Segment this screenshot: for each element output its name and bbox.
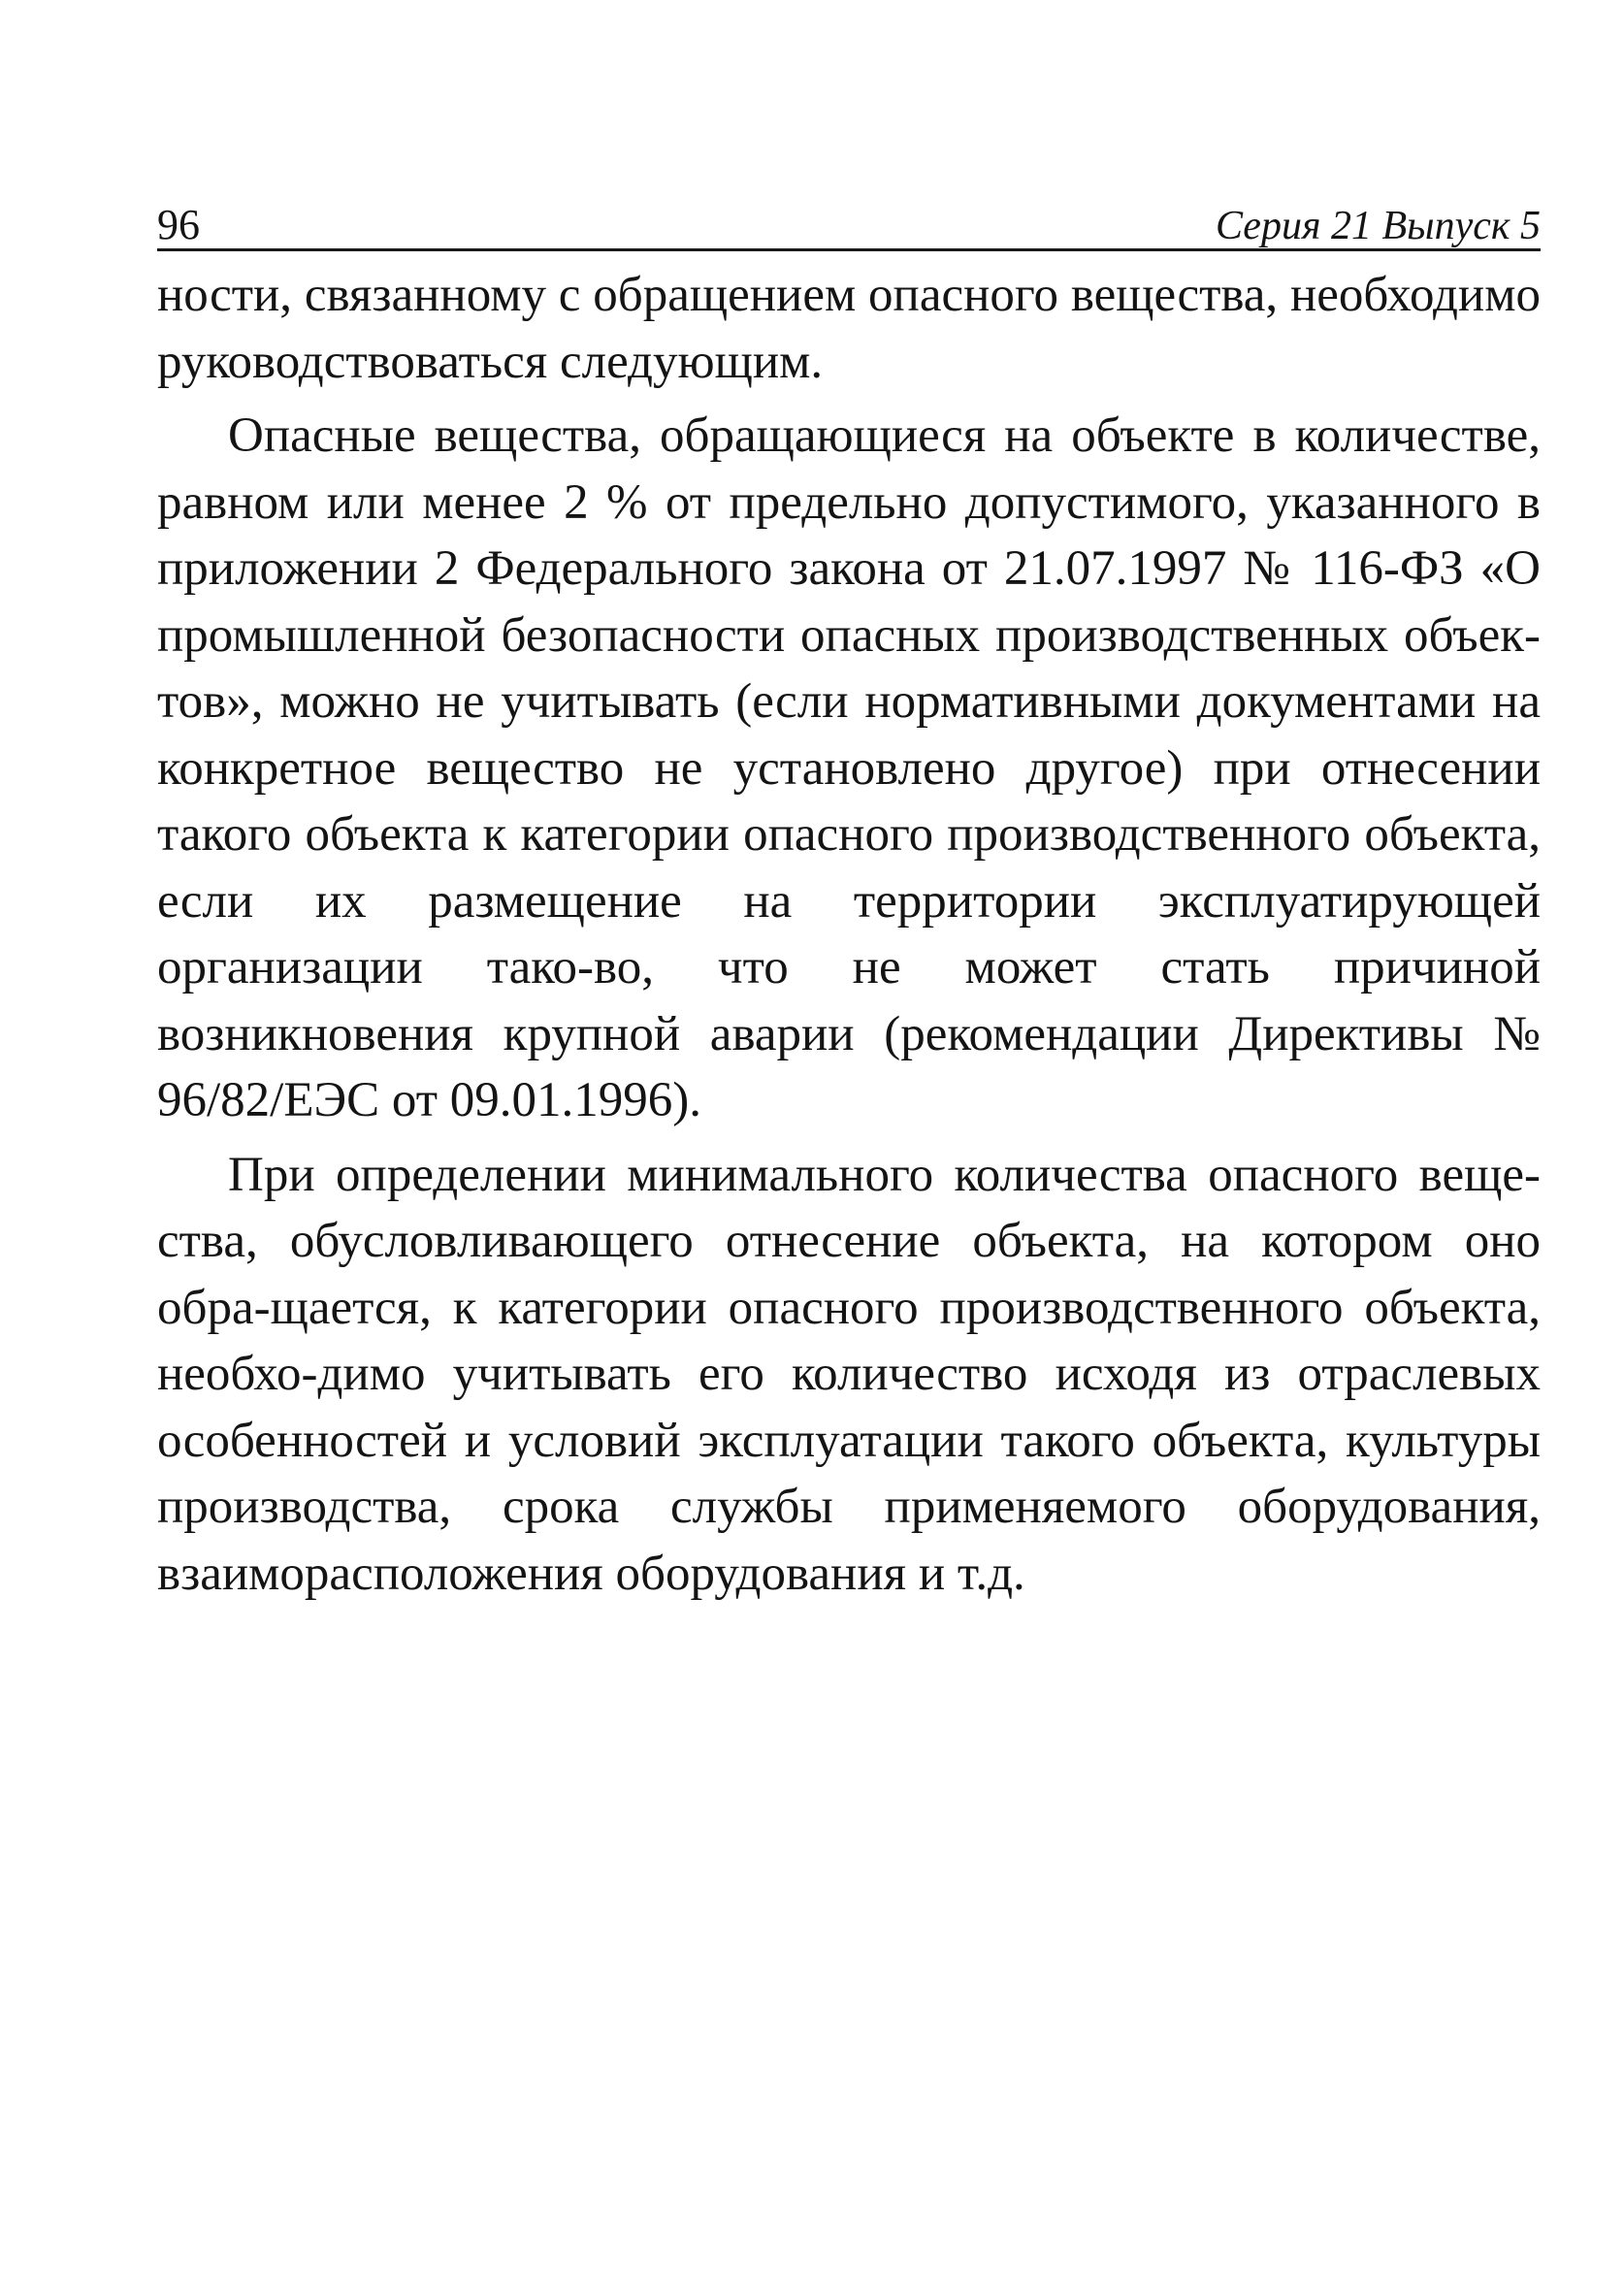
page-number: 96 bbox=[157, 201, 200, 248]
paragraph-hazardous-substances: Опасные вещества, обращающиеся на объекте в количестве, равном или менее 2 % от предельно допустимого, указанного в приложении 2 Федерального закона от 21.07.1997 № 116-ФЗ «О промышленной безопасности опасных производственных объек-тов», можно не учитывать (если нормативными документами на конкретное вещество не установлено другое) при отнесении такого объекта к категории опасного производственного объекта, если их размещение на территории эксплуатирующей организации тако-во, что не может стать причиной возникновения крупной аварии (рекомендации Директивы № 96/82/ЕЭС от 09.01.1996). bbox=[157, 408, 1541, 1127]
body-text bbox=[157, 262, 1541, 1607]
running-header bbox=[157, 196, 1541, 251]
series-title: Серия 21 Выпуск 5 bbox=[1216, 204, 1541, 248]
paragraph-minimum-quantity: При определении минимального количества опасного веще-ства, обусловливающего отнесение объекта, на котором оно обра-щается, к категории опасного производственного объекта, необхо-димо учитывать его количество исходя из отраслевых особенностей и условий эксплуатации такого объекта, культуры производства, срока службы применяемого оборудования, взаиморасположения оборудования и т.д. bbox=[157, 1147, 1541, 1601]
paragraph-continuation: ности, связанному с обращением опасного вещества, необходимо руководствоваться следующим. bbox=[157, 268, 1541, 389]
